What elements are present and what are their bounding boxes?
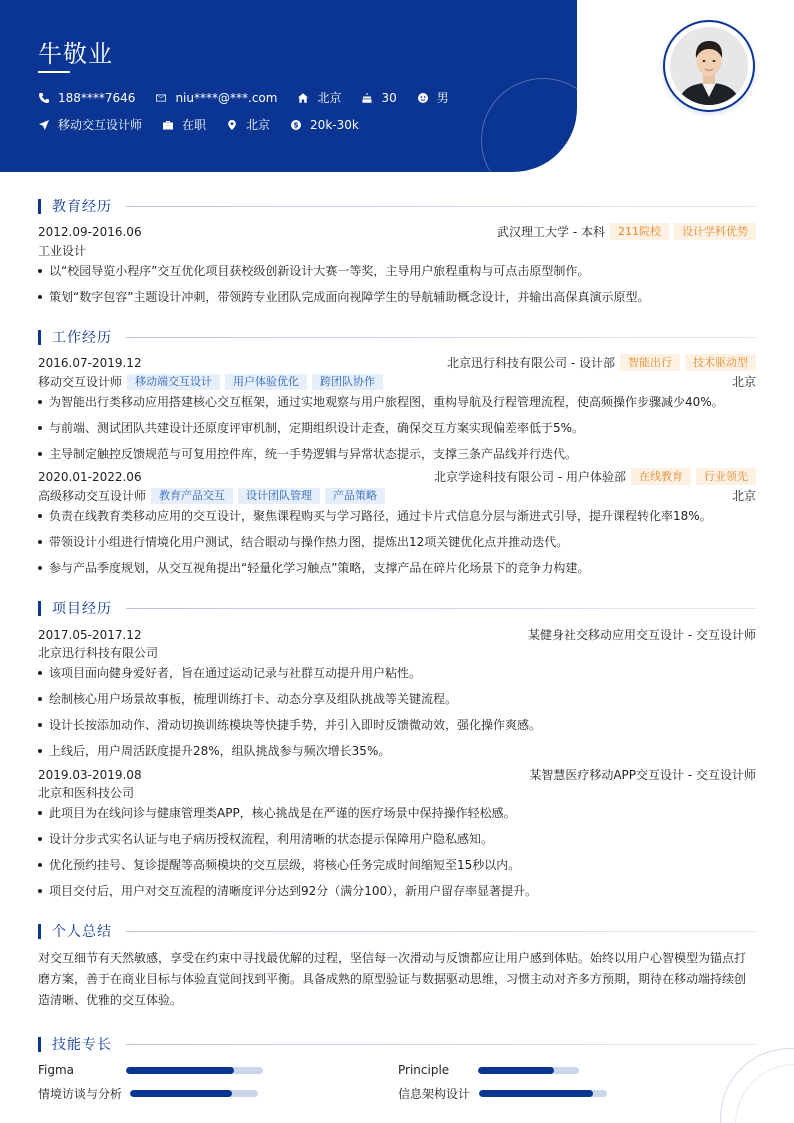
- work-city: 北京: [731, 375, 756, 389]
- edu-date: 2012.09-2016.06: [38, 224, 142, 239]
- section-marker: [38, 330, 41, 345]
- map-pin-icon: [226, 119, 238, 131]
- bullet-text: 项目交付后，用户对交互流程的清晰度评分达到92分（满分100），新用户留存率显著提升。: [49, 884, 538, 898]
- bullet-text: 为智能出行类移动应用搭建核心交互框架，通过实地观察与用户旅程图，重构导航及行程管理流程，使高频操作步骤减少40%。: [49, 395, 724, 409]
- list-item: [38, 664, 756, 681]
- status-text: 在职: [182, 118, 207, 132]
- project-date: 2017.05-2017.12: [38, 627, 142, 642]
- section-divider: [126, 206, 756, 207]
- skill-tag: 教育产品交互: [151, 488, 233, 504]
- edu-major: 工业设计: [38, 244, 87, 258]
- cake-icon: [361, 92, 373, 104]
- status-item: [162, 116, 206, 133]
- bullet-text: 带领设计小组进行情境化用户测试，结合眼动与操作热力图，提炼出12项关键优化点并推动迭代。: [49, 535, 569, 549]
- edu-tag: 设计学科优势: [674, 223, 756, 240]
- phone-item: [38, 91, 135, 105]
- profile-photo: [670, 27, 748, 105]
- section-marker: [38, 924, 41, 939]
- list-item: [38, 288, 756, 305]
- list-item: [38, 559, 756, 576]
- location-text: 北京: [317, 91, 342, 105]
- skill-item: [398, 1085, 607, 1102]
- list-item: [38, 507, 756, 524]
- list-item: [38, 830, 756, 847]
- age-item: [361, 91, 396, 105]
- phone-text: 188****7646: [58, 90, 136, 105]
- company-tag: 智能出行: [620, 354, 680, 371]
- bullet-dot: [38, 749, 42, 753]
- skill-tag: 产品策略: [325, 488, 385, 504]
- section-header-project: [38, 598, 756, 618]
- project-row: [38, 626, 756, 643]
- intent-city-text: 北京: [246, 118, 271, 132]
- gender-icon: [417, 92, 429, 104]
- money-icon: [290, 119, 302, 131]
- edu-major-row: [38, 242, 756, 259]
- work-title-row: [38, 487, 756, 504]
- list-item: [38, 262, 756, 279]
- candidate-name: 牛敬业: [38, 40, 113, 68]
- section-header-education: [38, 196, 756, 216]
- skill-item: [38, 1063, 263, 1077]
- header-banner: [0, 0, 577, 172]
- work-row: [38, 354, 756, 371]
- list-item: [38, 445, 756, 462]
- phone-icon: [38, 92, 50, 104]
- bullet-dot: [38, 566, 42, 570]
- intent-job-text: 移动交互设计师: [58, 118, 143, 132]
- work-date: 2016.07-2019.12: [38, 355, 142, 370]
- education-row: [38, 223, 756, 240]
- bullet-text: 与前端、测试团队共建设计还原度评审机制，定期组织设计走查，确保交互方案实现偏差率低于5%。: [49, 421, 585, 435]
- bullet-dot: [38, 540, 42, 544]
- bullet-text: 上线后，用户周活跃度提升28%，组队挑战参与频次增长35%。: [49, 744, 391, 758]
- age-text: 30: [381, 90, 397, 105]
- bullet-text: 设计分步式实名认证与电子病历授权流程，利用清晰的状态提示保障用户隐私感知。: [49, 832, 494, 846]
- svg-text:$: $: [293, 120, 299, 130]
- list-item: [38, 690, 756, 707]
- bullet-dot: [38, 811, 42, 815]
- skill-item: [398, 1063, 579, 1077]
- section-divider: [126, 608, 756, 609]
- company-tag: 技术驱动型: [685, 354, 756, 371]
- bullet-text: 负责在线教育类移动应用的交互设计，聚焦课程购买与学习路径，通过卡片式信息分层与渐进式引导，提升课程转化率18%。: [49, 509, 712, 523]
- work-title: 高级移动交互设计师: [38, 489, 147, 503]
- list-item: [38, 393, 756, 410]
- intent-city-item: [226, 116, 270, 133]
- send-icon: [38, 119, 50, 131]
- skill-bar: [478, 1067, 579, 1074]
- skill-tag: 移动端交互设计: [127, 374, 220, 390]
- section-title: 技能专长: [52, 1037, 112, 1053]
- edu-tag: 211院校: [610, 223, 669, 240]
- section-title: 项目经历: [52, 601, 112, 617]
- work-row: [38, 468, 756, 485]
- project-name: 某健身社交移动应用交互设计 - 交互设计师: [528, 628, 756, 642]
- section-header-work: [38, 327, 756, 347]
- bullet-dot: [38, 863, 42, 867]
- section-marker: [38, 1037, 41, 1052]
- skill-tag: 用户体验优化: [225, 374, 307, 390]
- edu-school: 武汉理工大学 - 本科: [497, 225, 605, 239]
- skill-tag: 跨团队协作: [312, 374, 383, 390]
- bullet-dot: [38, 697, 42, 701]
- list-item: [38, 882, 756, 899]
- section-divider: [126, 931, 756, 932]
- list-item: [38, 533, 756, 550]
- bullet-text: 策划“数字包容”主题设计冲刺，带领跨专业团队完成面向视障学生的导航辅助概念设计，并输出高保真演示原型。: [49, 290, 650, 304]
- skill-bar-fill: [478, 1067, 554, 1074]
- skill-tag: 设计团队管理: [238, 488, 320, 504]
- list-item: [38, 419, 756, 436]
- bullet-text: 设计长按添加动作、滑动切换训练模块等快捷手势，并引入即时反馈微动效，强化操作爽感。: [49, 718, 542, 732]
- bullet-text: 优化预约挂号、复诊提醒等高频模块的交互层级，将核心任务完成时间缩短至15秒以内。: [49, 858, 521, 872]
- skill-bar: [479, 1090, 607, 1097]
- intent-job-item: [38, 116, 142, 133]
- bullet-dot: [38, 452, 42, 456]
- work-company: 北京迅行科技有限公司 - 设计部: [447, 356, 615, 370]
- salary-item: [290, 118, 359, 132]
- gender-text: 男: [436, 91, 449, 105]
- skill-bar-fill: [126, 1067, 234, 1074]
- bullet-dot: [38, 400, 42, 404]
- name-underline: [38, 71, 70, 73]
- bullet-text: 此项目为在线问诊与健康管理类APP，核心挑战是在严谨的医疗场景中保持操作轻松感。: [49, 806, 516, 820]
- salary-text: 20k-30k: [310, 117, 359, 132]
- skill-bar: [130, 1090, 258, 1097]
- project-company: 北京迅行科技有限公司: [38, 646, 159, 660]
- list-item: [38, 856, 756, 873]
- bullet-dot: [38, 295, 42, 299]
- bullet-text: 主导制定触控反馈规范与可复用控件库，统一手势逻辑与异常状态提示，支撑三条产品线并行迭代。: [49, 447, 578, 461]
- bullet-dot: [38, 671, 42, 675]
- skill-name: Principle: [398, 1063, 450, 1077]
- work-title-row: [38, 373, 756, 390]
- list-item: [38, 804, 756, 821]
- bullet-text: 以“校园导览小程序”交互优化项目获校级创新设计大赛一等奖，主导用户旅程重构与可点击原型制作。: [49, 264, 590, 278]
- bullet-dot: [38, 837, 42, 841]
- section-title: 工作经历: [52, 330, 112, 346]
- summary-text: 对交互细节有天然敏感，享受在约束中寻找最优解的过程，坚信每一次滑动与反馈都应让用户感到体贴。始终以用户心智模型为锚点打磨方案，善于在商业目标与体验直觉间找到平衡。具备成熟的原型验证与数据驱动思维，习惯主动对齐多方预期，期待在移动端持续创造清晰、优雅的交互体验。: [38, 951, 747, 1007]
- project-company-row: [38, 644, 756, 661]
- bullet-text: 绘制核心用户场景故事板，梳理训练打卡、动态分享及组队挑战等关键流程。: [49, 692, 458, 706]
- bullet-text: 该项目面向健身爱好者，旨在通过运动记录与社群互动提升用户粘性。: [49, 666, 422, 680]
- list-item: [38, 742, 756, 759]
- work-date: 2020.01-2022.06: [38, 469, 142, 484]
- intent-row: [38, 116, 379, 133]
- work-company: 北京学途科技有限公司 - 用户体验部: [434, 470, 626, 484]
- bullet-dot: [38, 269, 42, 273]
- company-tag: 在线教育: [631, 468, 691, 485]
- skill-item: [38, 1085, 258, 1102]
- skill-name: 信息架构设计: [398, 1087, 471, 1101]
- section-header-skills: [38, 1034, 756, 1054]
- section-title: 教育经历: [52, 199, 112, 215]
- section-title: 个人总结: [52, 924, 112, 940]
- avatar: [663, 20, 755, 112]
- project-company: 北京和医科技公司: [38, 786, 135, 800]
- project-name: 某智慧医疗移动APP交互设计 - 交互设计师: [529, 768, 756, 782]
- bullet-dot: [38, 514, 42, 518]
- skill-bar: [126, 1067, 263, 1074]
- bullet-dot: [38, 889, 42, 893]
- project-row: [38, 766, 756, 783]
- skill-bar-fill: [130, 1090, 232, 1097]
- bullet-dot: [38, 426, 42, 430]
- company-tag: 行业领先: [696, 468, 756, 485]
- gender-item: [417, 89, 449, 106]
- project-company-row: [38, 784, 756, 801]
- section-divider: [126, 1044, 756, 1045]
- email-icon: [155, 92, 167, 104]
- email-item: [155, 91, 277, 105]
- work-city: 北京: [731, 489, 756, 503]
- briefcase-icon: [162, 119, 174, 131]
- skill-name: 情境访谈与分析: [38, 1087, 123, 1101]
- email-text: niu****@***.com: [175, 90, 278, 105]
- project-date: 2019.03-2019.08: [38, 767, 142, 782]
- contact-row: [38, 89, 469, 106]
- section-marker: [38, 199, 41, 214]
- section-header-summary: [38, 921, 756, 941]
- section-marker: [38, 601, 41, 616]
- skill-bar-fill: [479, 1090, 593, 1097]
- location-item: [297, 89, 341, 106]
- bullet-dot: [38, 723, 42, 727]
- list-item: [38, 716, 756, 733]
- decorative-ring: [481, 78, 577, 172]
- work-title: 移动交互设计师: [38, 375, 123, 389]
- bullet-text: 参与产品季度规划，从交互视角提出“轻量化学习触点”策略，支撑产品在碎片化场景下的竞争力构建。: [49, 561, 590, 575]
- skill-name: Figma: [38, 1063, 75, 1077]
- section-divider: [126, 337, 756, 338]
- home-icon: [297, 92, 309, 104]
